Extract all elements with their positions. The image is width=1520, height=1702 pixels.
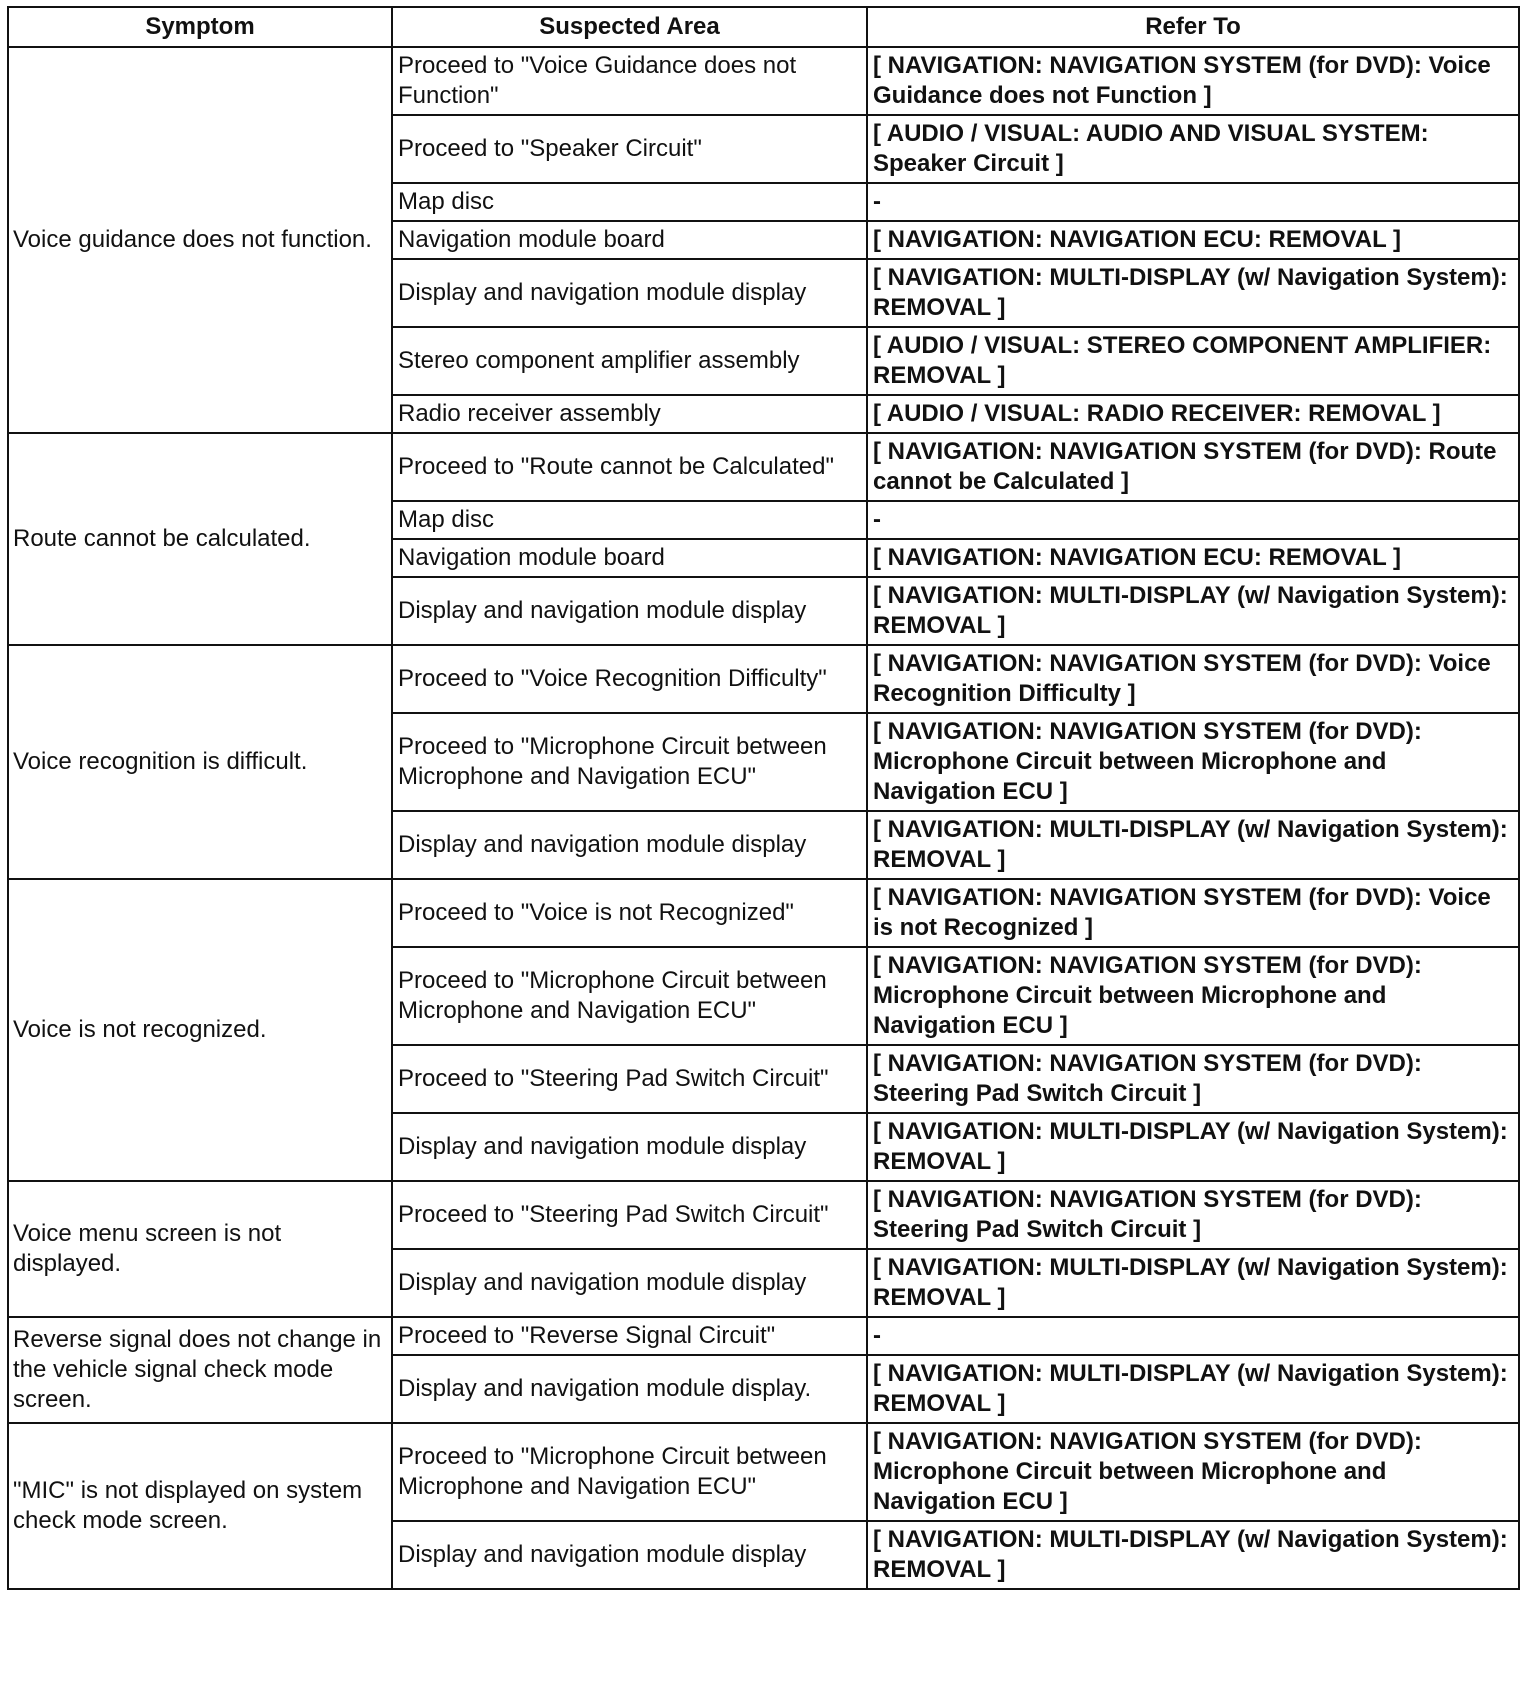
refer-to-cell: [ NAVIGATION: NAVIGATION SYSTEM (for DVD): Steering Pad Switch Circuit ] (867, 1181, 1519, 1249)
suspected-area-cell: Navigation module board (392, 539, 867, 577)
symptom-cell: Reverse signal does not change in the vehicle signal check mode screen. (8, 1317, 392, 1423)
table-row (8, 1317, 1519, 1355)
suspected-area-cell: Proceed to "Steering Pad Switch Circuit" (392, 1181, 867, 1249)
suspected-area-cell: Proceed to "Microphone Circuit between Microphone and Navigation ECU" (392, 947, 867, 1045)
symptom-cell: Voice menu screen is not displayed. (8, 1181, 392, 1317)
table-row (8, 1181, 1519, 1249)
refer-to-cell: [ NAVIGATION: MULTI-DISPLAY (w/ Navigation System): REMOVAL ] (867, 1521, 1519, 1589)
table-row (8, 433, 1519, 501)
troubleshooting-table (7, 6, 1520, 1590)
suspected-area-cell: Display and navigation module display (392, 1113, 867, 1181)
suspected-area-cell: Proceed to "Route cannot be Calculated" (392, 433, 867, 501)
suspected-area-cell: Proceed to "Voice Guidance does not Function" (392, 47, 867, 115)
refer-to-cell: [ NAVIGATION: NAVIGATION SYSTEM (for DVD): Steering Pad Switch Circuit ] (867, 1045, 1519, 1113)
symptom-cell: "MIC" is not displayed on system check mode screen. (8, 1423, 392, 1589)
refer-to-cell: [ NAVIGATION: NAVIGATION SYSTEM (for DVD): Microphone Circuit between Microphone and Navigation ECU ] (867, 1423, 1519, 1521)
refer-to-cell: [ NAVIGATION: MULTI-DISPLAY (w/ Navigation System): REMOVAL ] (867, 577, 1519, 645)
suspected-area-cell: Proceed to "Microphone Circuit between Microphone and Navigation ECU" (392, 713, 867, 811)
suspected-area-cell: Map disc (392, 501, 867, 539)
table-row (8, 1423, 1519, 1521)
refer-to-cell: [ NAVIGATION: NAVIGATION SYSTEM (for DVD): Voice Recognition Difficulty ] (867, 645, 1519, 713)
suspected-area-cell: Display and navigation module display (392, 1521, 867, 1589)
suspected-area-cell: Display and navigation module display (392, 259, 867, 327)
refer-to-cell: [ NAVIGATION: NAVIGATION ECU: REMOVAL ] (867, 539, 1519, 577)
document-page (7, 6, 1518, 1590)
refer-to-cell: [ NAVIGATION: NAVIGATION SYSTEM (for DVD): Route cannot be Calculated ] (867, 433, 1519, 501)
refer-to-cell: [ AUDIO / VISUAL: AUDIO AND VISUAL SYSTEM: Speaker Circuit ] (867, 115, 1519, 183)
table-row (8, 47, 1519, 115)
header-row (8, 7, 1519, 47)
suspected-area-cell: Map disc (392, 183, 867, 221)
table-row (8, 645, 1519, 713)
suspected-area-cell: Proceed to "Voice Recognition Difficulty" (392, 645, 867, 713)
refer-to-cell: [ AUDIO / VISUAL: RADIO RECEIVER: REMOVAL ] (867, 395, 1519, 433)
refer-to-cell: [ NAVIGATION: NAVIGATION SYSTEM (for DVD): Microphone Circuit between Microphone and Navigation ECU ] (867, 713, 1519, 811)
suspected-area-cell: Display and navigation module display (392, 577, 867, 645)
suspected-area-cell: Proceed to "Reverse Signal Circuit" (392, 1317, 867, 1355)
header-suspected-area: Suspected Area (392, 7, 867, 47)
suspected-area-cell: Display and navigation module display (392, 1249, 867, 1317)
suspected-area-cell: Proceed to "Voice is not Recognized" (392, 879, 867, 947)
suspected-area-cell: Proceed to "Speaker Circuit" (392, 115, 867, 183)
refer-to-cell: [ NAVIGATION: MULTI-DISPLAY (w/ Navigation System): REMOVAL ] (867, 259, 1519, 327)
refer-to-cell: [ NAVIGATION: MULTI-DISPLAY (w/ Navigation System): REMOVAL ] (867, 1113, 1519, 1181)
refer-to-cell: [ NAVIGATION: NAVIGATION SYSTEM (for DVD): Microphone Circuit between Microphone and Navigation ECU ] (867, 947, 1519, 1045)
header-symptom: Symptom (8, 7, 392, 47)
symptom-cell: Voice is not recognized. (8, 879, 392, 1181)
suspected-area-cell: Display and navigation module display (392, 811, 867, 879)
symptom-cell: Voice guidance does not function. (8, 47, 392, 433)
suspected-area-cell: Stereo component amplifier assembly (392, 327, 867, 395)
refer-to-cell: [ NAVIGATION: MULTI-DISPLAY (w/ Navigation System): REMOVAL ] (867, 1249, 1519, 1317)
suspected-area-cell: Proceed to "Steering Pad Switch Circuit" (392, 1045, 867, 1113)
header-refer-to: Refer To (867, 7, 1519, 47)
table-row (8, 879, 1519, 947)
suspected-area-cell: Radio receiver assembly (392, 395, 867, 433)
refer-to-cell: - (867, 1317, 1519, 1355)
refer-to-cell: [ NAVIGATION: MULTI-DISPLAY (w/ Navigation System): REMOVAL ] (867, 1355, 1519, 1423)
symptom-cell: Route cannot be calculated. (8, 433, 392, 645)
suspected-area-cell: Proceed to "Microphone Circuit between Microphone and Navigation ECU" (392, 1423, 867, 1521)
symptom-cell: Voice recognition is difficult. (8, 645, 392, 879)
refer-to-cell: [ NAVIGATION: NAVIGATION SYSTEM (for DVD): Voice Guidance does not Function ] (867, 47, 1519, 115)
refer-to-cell: - (867, 501, 1519, 539)
suspected-area-cell: Navigation module board (392, 221, 867, 259)
refer-to-cell: - (867, 183, 1519, 221)
refer-to-cell: [ NAVIGATION: NAVIGATION SYSTEM (for DVD): Voice is not Recognized ] (867, 879, 1519, 947)
refer-to-cell: [ NAVIGATION: NAVIGATION ECU: REMOVAL ] (867, 221, 1519, 259)
refer-to-cell: [ AUDIO / VISUAL: STEREO COMPONENT AMPLIFIER: REMOVAL ] (867, 327, 1519, 395)
suspected-area-cell: Display and navigation module display. (392, 1355, 867, 1423)
refer-to-cell: [ NAVIGATION: MULTI-DISPLAY (w/ Navigation System): REMOVAL ] (867, 811, 1519, 879)
